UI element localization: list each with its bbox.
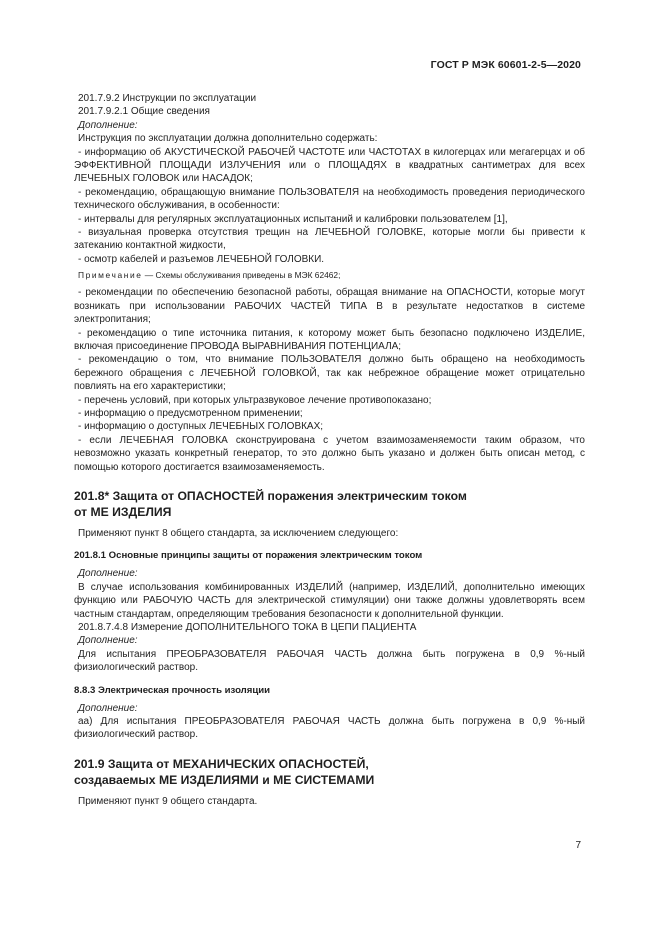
list-item: - рекомендацию, обращающую внимание ПОЛЬЗОВАТЕЛЯ на необходимость проведения периодического технического обслуживания, в особенности: — [74, 186, 585, 212]
list-item: - рекомендации по обеспечению безопасной работы, обращая внимание на ОПАСНОСТИ, которые могут возникать при использовании РАБОЧИХ ЧАСТЕЙ ТИПА В в результате недостатков в системе электропитания; — [74, 287, 585, 326]
paragraph: В случае использования комбинированных ИЗДЕЛИЙ (например, ИЗДЕЛИЙ, дополнительно имеющих функцию или РАБОЧУЮ ЧАСТЬ для электрической стимуляции) они также должны удовлетворять всем частным стандартам, определяющим требования безопасности к дополнительной функции. — [74, 581, 585, 620]
paragraph: аа) Для испытания ПРЕОБРАЗОВАТЕЛЯ РАБОЧАЯ ЧАСТЬ должна быть погружена в 0,9 %-ный физиологический раствор. — [74, 716, 585, 741]
list-item: - информацию о предусмотренном применении; — [78, 407, 303, 419]
section-heading-line: 201.8* Защита от ОПАСНОСТЕЙ поражения электрическим током — [74, 488, 467, 503]
note-label: Примечание — [78, 270, 143, 281]
list-item: - рекомендацию о том, что внимание ПОЛЬЗОВАТЕЛЯ должно быть обращено на необходимость бережного обращения с ЛЕЧЕБНОЙ ГОЛОВКОЙ, так как небрежное обращение может отрицательно повлиять на его характеристики; — [74, 354, 585, 393]
section-heading-line: от МЕ ИЗДЕЛИЯ — [74, 504, 172, 519]
page-number: 7 — [575, 840, 581, 851]
document-header: ГОСТ Р МЭК 60601-2-5—2020 — [430, 59, 581, 71]
subclause-heading: 201.7.9.2.1 Общие сведения — [78, 106, 210, 118]
list-item: - перечень условий, при которых ультразвуковое лечение противопоказано; — [78, 394, 432, 406]
subclause-heading: 201.7.9.2 Инструкции по эксплуатации — [78, 93, 257, 104]
subclause-heading: 201.8.7.4.8 Измерение ДОПОЛНИТЕЛЬНОГО ТОКА В ЦЕПИ ПАЦИЕНТА — [78, 622, 417, 633]
paragraph: Применяют пункт 9 общего стандарта. — [78, 795, 258, 807]
addition-label: Дополнение: — [78, 568, 138, 580]
subsection-heading: 201.8.1 Основные принципы защиты от поражения электрическим током — [74, 550, 423, 562]
section-heading-line: создаваемых МЕ ИЗДЕЛИЯМИ и МЕ СИСТЕМАМИ — [74, 772, 375, 787]
list-item: - информацию о доступных ЛЕЧЕБНЫХ ГОЛОВКАХ; — [78, 421, 324, 433]
page-content — [74, 92, 585, 808]
subsection-heading: 8.8.3 Электрическая прочность изоляции — [74, 684, 271, 696]
section-heading — [74, 488, 585, 520]
paragraph: Применяют пункт 8 общего стандарта, за исключением следующего: — [78, 527, 399, 539]
section-heading-line: 201.9 Защита от МЕХАНИЧЕСКИХ ОПАСНОСТЕЙ, — [74, 756, 369, 771]
list-item: - интервалы для регулярных эксплуатационных испытаний и калибровки пользователем [1], — [78, 213, 508, 225]
list-item: - осмотр кабелей и разъемов ЛЕЧЕБНОЙ ГОЛОВКИ. — [78, 253, 325, 265]
paragraph: Инструкция по эксплуатации должна дополнительно содержать: — [78, 133, 378, 145]
section-heading — [74, 756, 585, 788]
addition-label: Дополнение: — [78, 702, 138, 714]
addition-label: Дополнение: — [78, 635, 138, 647]
list-item: - рекомендацию о типе источника питания, к которому может быть безопасно подключено ИЗДЕЛИЕ, включая присоединение ПРОВОДА ВЫРАВНИВАНИЯ ПОТЕНЦИАЛА; — [74, 327, 585, 352]
list-item: - если ЛЕЧЕБНАЯ ГОЛОВКА сконструирована с учетом взаимозаменяемости таким образом, что невозможно указать конкретный генератор, то это должно быть указано и должен быть описан метод, с помощью которого достигается взаимозаменяемость. — [74, 434, 585, 473]
note-text: — Схемы обслуживания приведены в МЭК 62462; — [142, 270, 341, 281]
list-item: - информацию об АКУСТИЧЕСКОЙ РАБОЧЕЙ ЧАСТОТЕ или ЧАСТОТАХ в килогерцах или мегагерцах и об ЭФФЕКТИВНОЙ ПЛОЩАДИ ИЗЛУЧЕНИЯ или о ПЛОЩАДЯХ в квадратных сантиметрах для всех ЛЕЧЕБНЫХ ГОЛОВОК или НАСАДОК; — [74, 146, 585, 185]
note — [74, 269, 585, 281]
paragraph: Для испытания ПРЕОБРАЗОВАТЕЛЯ РАБОЧАЯ ЧАСТЬ должна быть погружена в 0,9 %-ный физиологический раствор. — [74, 648, 585, 674]
addition-label: Дополнение: — [78, 119, 138, 131]
list-item: - визуальная проверка отсутствия трещин на ЛЕЧЕБНОЙ ГОЛОВКЕ, которые могли бы привести к затеканию контактной жидкости, — [74, 227, 585, 252]
